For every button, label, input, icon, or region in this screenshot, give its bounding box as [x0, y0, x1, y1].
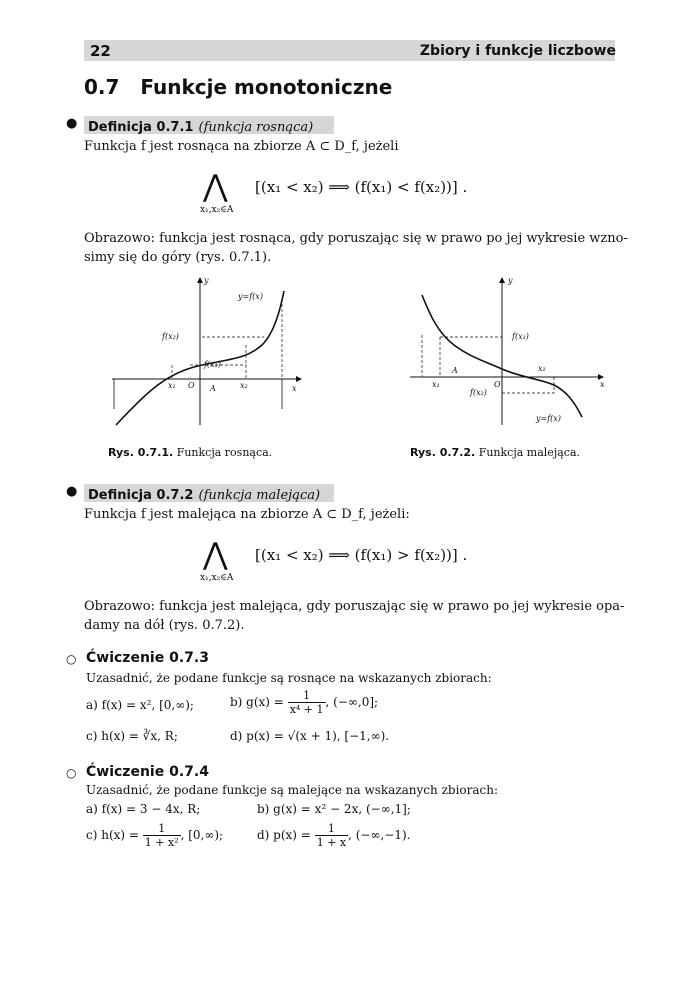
origin-label: O	[188, 381, 195, 390]
numerator: 1	[143, 822, 181, 836]
fx1-label: f(x₁)	[512, 332, 529, 341]
x1-label: x₁	[168, 381, 176, 390]
exercise-intro: Uzasadnić, że podane funkcje są rosnące na wskazanych zbiorach:	[86, 671, 492, 685]
denominator: 1 + x²	[144, 836, 179, 849]
fraction	[143, 822, 181, 849]
numerator: 1	[288, 689, 326, 703]
fx2-label: f(x₂)	[470, 388, 487, 397]
exercise-item-a: a) f(x) = 3 − 4x, R;	[86, 802, 201, 816]
x-axis-arrow-icon	[296, 376, 302, 382]
circle-bullet-icon: ○	[66, 766, 77, 780]
exercise-item-c	[86, 822, 223, 849]
big-and-icon: ⋀	[203, 537, 228, 572]
section-name: Funkcje monotoniczne	[140, 75, 393, 99]
exercise-item-d: d) p(x) = √(x + 1), [−1,∞).	[230, 729, 390, 743]
exercise-title: Ćwiczenie 0.7.4	[86, 764, 209, 780]
item-prefix: d) p(x) =	[257, 828, 311, 842]
set-a-label: A	[452, 366, 458, 375]
definition-subtitle: (funkcja malejąca)	[198, 488, 321, 503]
decreasing-function-graph	[404, 275, 614, 435]
definition-heading	[88, 116, 313, 135]
item-prefix: b) g(x) =	[230, 695, 284, 709]
denominator: 1 + x	[316, 836, 347, 849]
page-number: 22	[90, 42, 111, 60]
definition-heading	[88, 484, 320, 503]
y-axis-arrow-icon	[499, 277, 505, 283]
caption-text: Funkcja malejąca.	[478, 446, 580, 459]
origin-label: O	[494, 380, 501, 389]
running-header-title: Zbiory i funkcje liczbowe	[419, 43, 616, 59]
y-axis-arrow-icon	[197, 277, 203, 283]
big-and-icon: ⋀	[203, 169, 228, 204]
y-label: y	[508, 276, 513, 285]
explanation-line: damy na dół (rys. 0.7.2).	[84, 618, 245, 633]
formula: [(x₁ < x₂) ⟹ (f(x₁) < f(x₂))] .	[255, 178, 468, 196]
item-prefix: c) h(x) =	[86, 828, 139, 842]
exercise-title: Ćwiczenie 0.7.3	[86, 650, 209, 666]
section-title	[84, 75, 392, 99]
section-number: 0.7	[84, 75, 120, 99]
x2-label: x₂	[240, 381, 248, 390]
definition-statement: Funkcja f jest malejąca na zbiorze A ⊂ D_f, jeżeli:	[84, 507, 410, 522]
circle-bullet-icon: ○	[66, 652, 77, 666]
caption-label: Rys. 0.7.1.	[108, 446, 174, 459]
item-suffix: , (−∞,0];	[325, 695, 379, 709]
denominator: x⁴ + 1	[289, 703, 324, 716]
figure-caption	[410, 446, 580, 459]
explanation-line: Obrazowo: funkcja jest rosnąca, gdy poruszając się w prawo po jej wykresie wzno-	[84, 231, 628, 246]
function-label: y=f(x)	[536, 414, 561, 423]
exercise-item-b: b) g(x) = x² − 2x, (−∞,1];	[257, 802, 411, 816]
definition-label: Definicja 0.7.2	[88, 488, 194, 503]
fx2-label: f(x₂)	[162, 332, 179, 341]
exercise-item-d	[257, 822, 410, 849]
fraction	[288, 689, 326, 716]
bullet-icon: ●	[66, 484, 78, 499]
exercise-intro: Uzasadnić, że podane funkcje są malejące na wskazanych zbiorach:	[86, 783, 499, 797]
exercise-item-a: a) f(x) = x², [0,∞);	[86, 698, 194, 712]
explanation-line: simy się do góry (rys. 0.7.1).	[84, 250, 272, 265]
x-label: x	[292, 384, 297, 393]
y-label: y	[204, 276, 209, 285]
formula: [(x₁ < x₂) ⟹ (f(x₁) > f(x₂))] .	[255, 546, 468, 564]
quantifier-subscript: x₁,x₂∈A	[200, 573, 234, 583]
exercise-item-c: c) h(x) = ∛x, R;	[86, 729, 178, 743]
fx1-label: f(x₁)	[204, 360, 221, 369]
x2-label: x₂	[538, 364, 546, 373]
increasing-function-graph	[104, 275, 304, 435]
caption-text: Funkcja rosnąca.	[176, 446, 273, 459]
definition-label: Definicja 0.7.1	[88, 120, 194, 135]
definition-subtitle: (funkcja rosnąca)	[198, 120, 314, 135]
fraction	[315, 822, 348, 849]
exercise-item-b	[230, 689, 378, 716]
numerator: 1	[315, 822, 348, 836]
figure-caption	[108, 446, 272, 459]
function-label: y=f(x)	[238, 292, 263, 301]
bullet-icon: ●	[66, 116, 78, 131]
item-suffix: , [0,∞);	[180, 828, 224, 842]
item-suffix: , (−∞,−1).	[348, 828, 411, 842]
set-a-label: A	[210, 384, 216, 393]
quantifier-subscript: x₁,x₂∈A	[200, 205, 234, 215]
x1-label: x₁	[432, 380, 440, 389]
caption-label: Rys. 0.7.2.	[410, 446, 476, 459]
explanation-line: Obrazowo: funkcja jest malejąca, gdy poruszając się w prawo po jej wykresie opa-	[84, 599, 625, 614]
definition-statement: Funkcja f jest rosnąca na zbiorze A ⊂ D_f, jeżeli	[84, 139, 399, 154]
x-label: x	[600, 380, 605, 389]
